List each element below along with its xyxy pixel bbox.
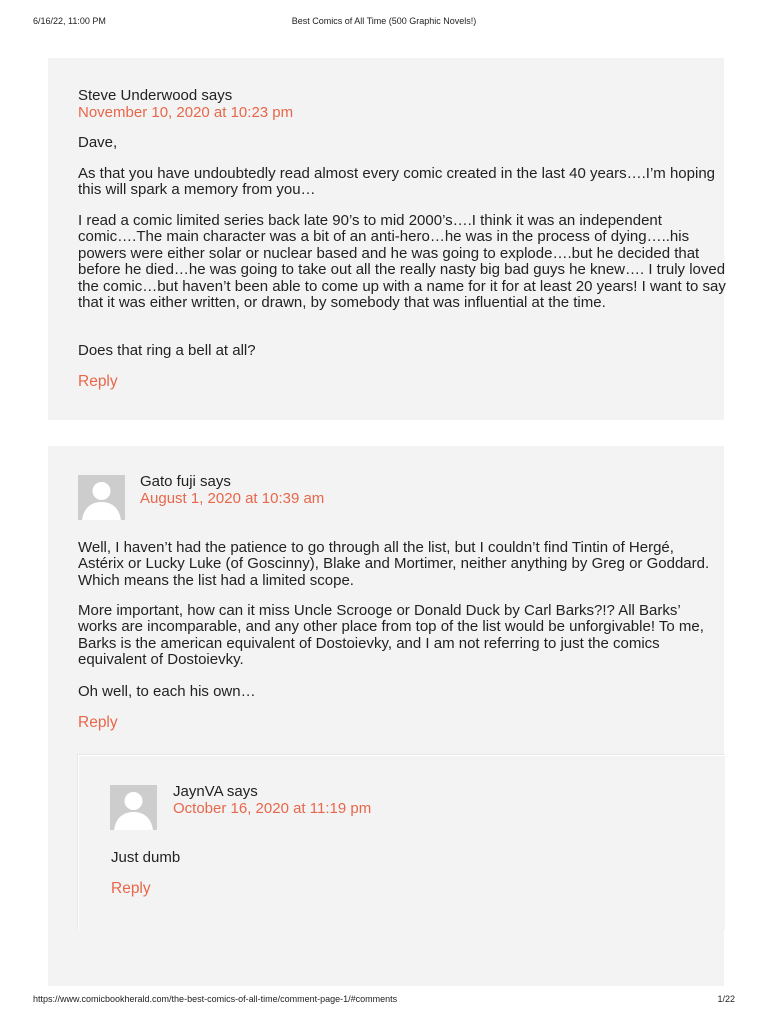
comment — [48, 58, 724, 420]
comment-date-link[interactable]: August 1, 2020 at 10:39 am — [140, 490, 325, 507]
comment-paragraph: I read a comic limited series back late 90’s to mid 2000’s….I think it was an independent comic….The main character was a bit of an anti-hero…he was in the process of dying…..his powers were either solar or nuclear based and he was going to explode….but he decided that before he died…he was going to take out all the really nasty big bad guys he knew…. I truly loved the comic…but haven’t been able to come up with a name for it for at least 20 years! I want to say that it was either written, or drawn, by somebody that was influential at the time. — [78, 212, 726, 312]
comment-paragraph: As that you have undoubtedly read almost every comic created in the last 40 years….I’m hoping this will spark a memory from you… — [78, 165, 716, 199]
print-page-number: 1/22 — [717, 994, 735, 1004]
comment-paragraph: Oh well, to each his own… — [78, 683, 256, 700]
comment-paragraph: Dave, — [78, 134, 118, 151]
comment-date-link[interactable]: November 10, 2020 at 10:23 pm — [78, 104, 294, 121]
reply-link[interactable]: Reply — [78, 714, 118, 731]
comment-author: Gato fuji says — [140, 473, 231, 490]
comment-author: JaynVA says — [173, 783, 258, 800]
default-avatar-icon — [78, 475, 125, 520]
comment-paragraph: Does that ring a bell at all? — [78, 342, 256, 359]
print-page-title: Best Comics of All Time (500 Graphic Novels!) — [291, 16, 477, 26]
reply-link[interactable]: Reply — [111, 880, 151, 897]
comment-author: Steve Underwood says — [78, 87, 233, 104]
print-datetime: 6/16/22, 11:00 PM — [33, 16, 106, 26]
default-avatar-icon — [110, 785, 157, 830]
print-url: https://www.comicbookherald.com/the-best-comics-of-all-time/comment-page-1/#comments — [33, 994, 398, 1004]
comment-paragraph: More important, how can it miss Uncle Scrooge or Donald Duck by Carl Barks?!? All Barks’ works are incomparable, and any other place from top of the list would be unforgivable! To me, Barks is the american equivalent of Dostoievky, and I am not referring to just the comics equivalent of Dostoievky. — [78, 602, 704, 669]
comment-paragraph: Well, I haven’t had the patience to go through all the list, but I couldn’t find Tintin of Hergé, Astérix or Lucky Luke (of Goscinny), Blake and Mortimer, neither anything by Greg or Goddard. Which means the list had a limited scope. — [78, 539, 710, 589]
nested-comment — [78, 755, 725, 930]
reply-link[interactable]: Reply — [78, 373, 118, 390]
comment-date-link[interactable]: October 16, 2020 at 11:19 pm — [173, 800, 372, 817]
comment-paragraph: Just dumb — [111, 849, 181, 866]
